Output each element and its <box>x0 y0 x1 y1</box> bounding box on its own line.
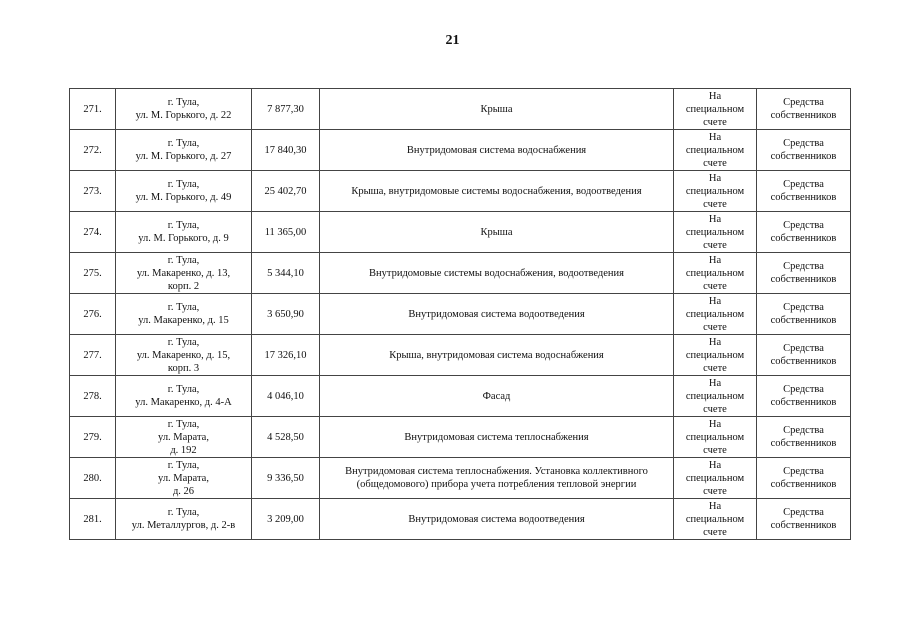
account-type-cell <box>674 417 757 458</box>
account-type-cell-line: специальном <box>685 513 745 525</box>
work-type-cell-line: Крыша <box>480 226 513 238</box>
account-type-cell-line: счете <box>703 198 727 210</box>
area-cell <box>252 335 320 376</box>
funding-source-cell <box>757 417 851 458</box>
address-cell <box>116 294 252 335</box>
area-cell-text: 7 877,30 <box>267 103 304 115</box>
account-type-cell-line: счете <box>703 444 727 456</box>
area-cell-text: 17 840,30 <box>264 144 307 156</box>
address-cell-line: г. Тула, <box>167 384 200 395</box>
repair-program-table <box>69 88 851 540</box>
account-type-cell-line: На <box>708 295 722 307</box>
account-type-cell <box>674 253 757 294</box>
funding-source-cell-line: Средства <box>783 425 824 436</box>
row-number <box>70 376 116 417</box>
area-cell-text: 3 209,00 <box>267 513 304 525</box>
funding-source-cell-line: собственников <box>770 151 837 162</box>
funding-source-cell-line: собственников <box>770 233 837 244</box>
work-type-cell <box>320 417 674 458</box>
account-type-cell-line: счете <box>703 485 727 497</box>
address-cell-line: г. Тула, <box>167 336 200 348</box>
funding-source-cell-line: собственников <box>770 315 837 326</box>
area-cell <box>252 376 320 417</box>
account-type-cell-line: специальном <box>685 431 745 443</box>
address-cell-line: г. Тула, <box>167 220 200 231</box>
address-cell <box>116 499 252 540</box>
area-cell-text: 9 336,50 <box>267 472 304 484</box>
work-type-cell-line: (общедомового) прибора учета потребления тепловой энергии <box>356 479 637 490</box>
funding-source-cell-line: собственников <box>770 192 837 203</box>
account-type-cell <box>674 499 757 540</box>
table-row <box>70 89 851 130</box>
row-number-text: 277. <box>83 349 102 361</box>
area-cell <box>252 294 320 335</box>
account-type-cell <box>674 335 757 376</box>
table-row <box>70 335 851 376</box>
address-cell <box>116 417 252 458</box>
address-cell-line: г. Тула, <box>167 302 200 313</box>
area-cell-text: 4 528,50 <box>267 431 304 443</box>
funding-source-cell <box>757 335 851 376</box>
work-type-cell <box>320 89 674 130</box>
work-type-cell <box>320 253 674 294</box>
funding-source-cell-line: Средства <box>783 97 824 108</box>
work-type-cell-line: Внутридомовая система теплоснабжения. Установка коллективного <box>345 466 648 477</box>
area-cell <box>252 171 320 212</box>
address-cell-line: ул. Макаренко, д. 13, <box>136 267 231 279</box>
funding-source-cell-line: Средства <box>783 138 824 149</box>
work-type-cell <box>320 171 674 212</box>
work-type-cell <box>320 376 674 417</box>
row-number <box>70 89 116 130</box>
account-type-cell <box>674 212 757 253</box>
account-type-cell-line: специальном <box>685 308 745 320</box>
funding-source-cell-line: Средства <box>783 343 824 354</box>
account-type-cell-line: специальном <box>685 103 745 115</box>
account-type-cell-line: На <box>708 213 722 225</box>
account-type-cell-line: На <box>708 90 722 102</box>
account-type-cell-line: На <box>708 377 722 389</box>
account-type-cell-line: счете <box>703 403 727 415</box>
work-type-cell-line: Крыша <box>480 103 513 115</box>
funding-source-cell-line: Средства <box>783 261 824 272</box>
area-cell-text: 11 365,00 <box>264 226 307 238</box>
account-type-cell-line: На <box>708 500 722 512</box>
funding-source-cell <box>757 130 851 171</box>
address-cell-line: ул. М. Горького, д. 22 <box>135 110 232 121</box>
row-number <box>70 335 116 376</box>
account-type-cell-line: счете <box>703 362 727 374</box>
work-type-cell <box>320 294 674 335</box>
account-type-cell-line: На <box>708 131 722 143</box>
row-number <box>70 499 116 540</box>
account-type-cell-line: счете <box>703 239 727 251</box>
address-cell-line: ул. Макаренко, д. 15 <box>138 315 229 326</box>
address-cell-line: г. Тула, <box>167 459 200 471</box>
area-cell-text: 17 326,10 <box>264 349 307 361</box>
account-type-cell-line: специальном <box>685 390 745 402</box>
funding-source-cell-line: собственников <box>770 397 837 408</box>
area-cell-text: 5 344,10 <box>267 267 304 279</box>
area-cell-text: 25 402,70 <box>264 185 307 197</box>
account-type-cell-line: специальном <box>685 349 745 361</box>
account-type-cell-line: счете <box>703 321 727 333</box>
account-type-cell-line: На <box>708 459 722 471</box>
table-row <box>70 417 851 458</box>
table-row <box>70 458 851 499</box>
address-cell-line: г. Тула, <box>167 179 200 190</box>
funding-source-cell-line: Средства <box>783 507 824 518</box>
account-type-cell-line: На <box>708 254 722 266</box>
address-cell-line: г. Тула, <box>167 418 200 430</box>
row-number-text: 281. <box>83 513 102 525</box>
table-row <box>70 212 851 253</box>
account-type-cell-line: На <box>708 172 722 184</box>
work-type-cell <box>320 335 674 376</box>
funding-source-cell <box>757 253 851 294</box>
area-cell <box>252 130 320 171</box>
account-type-cell-line: счете <box>703 116 727 128</box>
account-type-cell-line: счете <box>703 157 727 169</box>
area-cell <box>252 253 320 294</box>
area-cell <box>252 89 320 130</box>
row-number <box>70 130 116 171</box>
area-cell <box>252 212 320 253</box>
funding-source-cell <box>757 376 851 417</box>
row-number-text: 280. <box>83 472 102 484</box>
address-cell-line: ул. М. Горького, д. 49 <box>135 192 232 203</box>
address-cell-line: ул. Марата, <box>158 472 209 484</box>
address-cell-line: корп. 2 <box>167 280 200 292</box>
row-number-text: 273. <box>83 185 102 197</box>
row-number-text: 272. <box>83 144 102 156</box>
funding-source-cell-line: собственников <box>770 356 837 367</box>
funding-source-cell <box>757 499 851 540</box>
address-cell-line: д. 192 <box>170 444 197 456</box>
row-number-text: 278. <box>83 390 102 402</box>
work-type-cell <box>320 212 674 253</box>
account-type-cell <box>674 130 757 171</box>
address-cell-line: ул. Макаренко, д. 15, <box>136 349 231 361</box>
funding-source-cell-line: собственников <box>770 520 837 531</box>
account-type-cell-line: счете <box>703 526 727 538</box>
funding-source-cell-line: собственников <box>770 438 837 449</box>
table-row <box>70 171 851 212</box>
row-number <box>70 212 116 253</box>
work-type-cell-line: Внутридомовая система водоотведения <box>408 308 585 320</box>
account-type-cell-line: специальном <box>685 226 745 238</box>
address-cell-line: г. Тула, <box>167 507 200 518</box>
address-cell-line: ул. Марата, <box>158 431 209 443</box>
work-type-cell-line: Крыша, внутридомовая система водоснабжения <box>389 349 604 361</box>
funding-source-cell-line: собственников <box>770 274 837 285</box>
address-cell-line: ул. Макаренко, д. 4-А <box>135 397 232 408</box>
funding-source-cell <box>757 89 851 130</box>
row-number-text: 275. <box>83 267 102 279</box>
address-cell-line: ул. М. Горького, д. 9 <box>138 233 229 244</box>
address-cell <box>116 89 252 130</box>
address-cell-line: ул. Металлургов, д. 2-в <box>131 520 236 531</box>
row-number <box>70 171 116 212</box>
funding-source-cell-line: собственников <box>770 110 837 121</box>
account-type-cell-line: специальном <box>685 267 745 279</box>
work-type-cell-line: Крыша, внутридомовые системы водоснабжения, водоотведения <box>351 185 642 197</box>
area-cell-text: 3 650,90 <box>267 308 304 320</box>
address-cell-line: ул. М. Горького, д. 27 <box>135 151 232 162</box>
work-type-cell-line: Внутридомовая система водоснабжения <box>406 144 587 156</box>
address-cell-line: г. Тула, <box>167 254 200 266</box>
work-type-cell <box>320 458 674 499</box>
row-number <box>70 294 116 335</box>
area-cell-text: 4 046,10 <box>267 390 304 402</box>
funding-source-cell-line: собственников <box>770 479 837 490</box>
funding-source-cell-line: Средства <box>783 302 824 313</box>
table-row <box>70 130 851 171</box>
page-number: 21 <box>445 33 460 48</box>
table-row <box>70 376 851 417</box>
account-type-cell-line: счете <box>703 280 727 292</box>
account-type-cell-line: На <box>708 336 722 348</box>
address-cell-line: г. Тула, <box>167 97 200 108</box>
address-cell <box>116 376 252 417</box>
account-type-cell <box>674 89 757 130</box>
work-type-cell-line: Фасад <box>482 390 511 402</box>
account-type-cell <box>674 294 757 335</box>
funding-source-cell-line: Средства <box>783 220 824 231</box>
area-cell <box>252 458 320 499</box>
row-number-text: 276. <box>83 308 102 320</box>
address-cell-line: д. 26 <box>172 485 195 497</box>
funding-source-cell <box>757 212 851 253</box>
row-number <box>70 458 116 499</box>
row-number <box>70 417 116 458</box>
account-type-cell <box>674 171 757 212</box>
account-type-cell <box>674 458 757 499</box>
address-cell <box>116 171 252 212</box>
address-cell-line: корп. 3 <box>167 362 200 374</box>
row-number <box>70 253 116 294</box>
address-cell <box>116 335 252 376</box>
account-type-cell-line: специальном <box>685 472 745 484</box>
account-type-cell-line: специальном <box>685 185 745 197</box>
area-cell <box>252 499 320 540</box>
funding-source-cell-line: Средства <box>783 179 824 190</box>
account-type-cell <box>674 376 757 417</box>
work-type-cell-line: Внутридомовая система водоотведения <box>408 513 585 525</box>
work-type-cell <box>320 130 674 171</box>
address-cell <box>116 130 252 171</box>
funding-source-cell <box>757 458 851 499</box>
table-row <box>70 253 851 294</box>
work-type-cell <box>320 499 674 540</box>
address-cell <box>116 253 252 294</box>
row-number-text: 271. <box>83 103 102 115</box>
area-cell <box>252 417 320 458</box>
funding-source-cell-line: Средства <box>783 466 824 477</box>
row-number-text: 274. <box>83 226 102 238</box>
address-cell <box>116 458 252 499</box>
table-row <box>70 294 851 335</box>
work-type-cell-line: Внутридомовая система теплоснабжения <box>404 431 589 443</box>
address-cell-line: г. Тула, <box>167 138 200 149</box>
account-type-cell-line: специальном <box>685 144 745 156</box>
funding-source-cell <box>757 294 851 335</box>
funding-source-cell-line: Средства <box>783 384 824 395</box>
work-type-cell-line: Внутридомовые системы водоснабжения, водоотведения <box>369 267 624 279</box>
account-type-cell-line: На <box>708 418 722 430</box>
address-cell <box>116 212 252 253</box>
funding-source-cell <box>757 171 851 212</box>
table-row <box>70 499 851 540</box>
row-number-text: 279. <box>83 431 102 443</box>
